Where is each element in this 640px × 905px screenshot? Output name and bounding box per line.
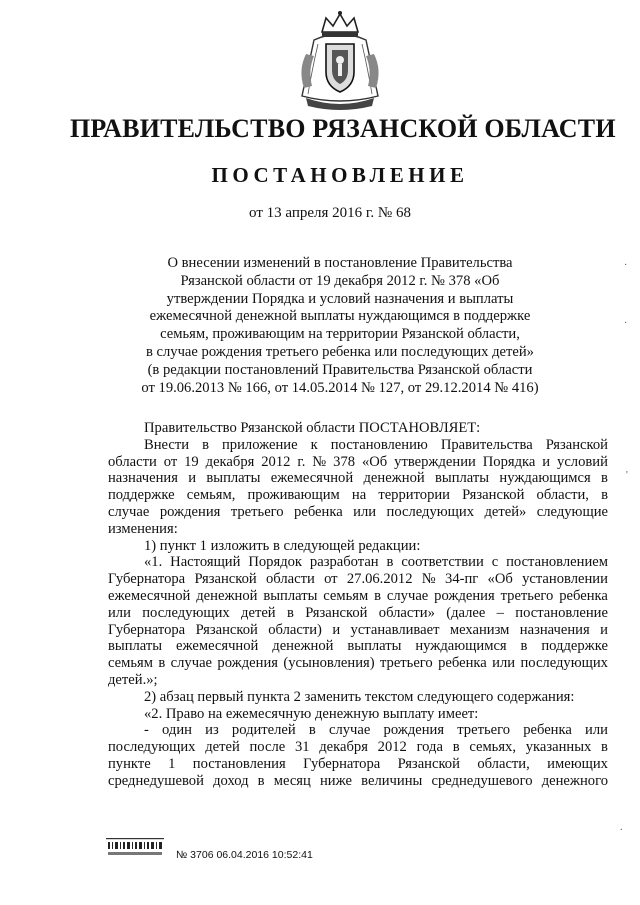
barcode-icon [106, 838, 164, 858]
body-line: Внести в приложение к постановлению Правительства Рязанской [144, 436, 608, 453]
subject-line: утверждении Порядка и условий назначения и выплаты [166, 290, 514, 307]
government-title: ПРАВИТЕЛЬСТВО РЯЗАНСКОЙ ОБЛАСТИ [70, 114, 616, 143]
coat-of-arms-icon [292, 10, 388, 114]
body-line: «2. Право на ежемесячную денежную выплату имеет: [144, 705, 479, 722]
subject-line: ежемесячной денежной выплаты нуждающимся в поддержке [149, 308, 531, 325]
subject-line: от 19.06.2013 № 166, от 14.05.2014 № 127, от 29.12.2014 № 416) [141, 379, 539, 396]
body-line: выплаты ежемесячной денежной выплаты нуждающимся в поддержке [108, 638, 608, 655]
body-line: семьям в случае рождения (усыновления) третьего ребенка или последующих [108, 655, 608, 672]
body-line: 1) пункт 1 изложить в следующей редакции: [144, 537, 421, 554]
body-line: ежемесячной денежной выплаты семьям в случае рождения третьего ребенка [108, 587, 608, 604]
decree-date-number: от 13 апреля 2016 г. № 68 [249, 205, 411, 221]
body-line: назначения и выплаты ежемесячной денежной выплаты нуждающимся в [108, 470, 608, 487]
subject-line: семьям, проживающим на территории Рязанской области, [160, 326, 520, 343]
body-line: - один из родителей в случае рождения третьего ребенка или [144, 722, 608, 739]
subject-line: (в редакции постановлений Правительства Рязанской области [147, 361, 533, 378]
subject-line: Рязанской области от 19 декабря 2012 г. № 378 «Об [180, 272, 500, 289]
document-page: ПРАВИТЕЛЬСТВО РЯЗАНСКОЙ ОБЛАСТИ ПОСТАНОВЛЕНИЕ от 13 апреля 2016 г. № 68 О внесении изменений в постановление Правительства Рязанской области от 19 декабря 2012 г. № 378 «Об утверждении Порядка и условий назначения и выплаты ежемесячной денежной выплаты нуждающимся в поддержке семьям, проживающим на территории Рязанской области, в случае рождения третьего ребенка или последующих детей» (в редакции постановлений Правительства Рязанской области от 19.06.2013 № 166, от 14.05.2014 № 127, от 29.12.2014 № 416) Правительство Рязанской области ПОСТАНОВЛЯЕТ: Внести в приложение к постановлению Правительства Рязанской области от 19 декабря 2012 г. № 378 «Об утверждении Порядка и условий назначения и выплаты ежемесячной денежной выплаты нуждающимся в поддержке семьям, проживающим на территории Рязанской области, в случае рождения третьего ребенка или последующих детей» следующие изменения: 1) пункт 1 изложить в следующей редакции: «1. Настоящий Порядок разработан в соответствии с постановлением Губернатора Рязанской области от 27.06.2012 № 34-пг «Об установлении ежемесячной денежной выплаты семьям в случае рождения третьего ребенка или последующих детей в Рязанской области» (далее – постановление Губернатора Рязанской области) и устанавливает механизм назначения и выплаты ежемесячной денежной выплаты нуждающимся в поддержке семьям в случае рождения (усыновления) третьего ребенка или последующих детей.»; 2) абзац первый пункта 2 заменить текстом следующего содержания: «2. Право на ежемесячную денежную выплату имеет: - один из родителей в случае рождения третьего ребенка или последующих детей после 31 декабря 2012 года в семьях, указанных в пункте 1 постановления Губернатора Рязанской области, имеющих среднедушевой доход в месяц ниже величины среднедушевого денежного № 3706 06.04.2016 10:52:41 · · ' . [0, 0, 640, 905]
body-line: последующих детей после 31 декабря 2012 года в семьях, указанных в [108, 739, 608, 756]
body-opening: Правительство Рязанской области ПОСТАНОВЛЯЕТ: [144, 420, 481, 436]
document-type-title: ПОСТАНОВЛЕНИЕ [211, 163, 469, 187]
body-line: 2) абзац первый пункта 2 заменить текстом следующего содержания: [144, 688, 575, 705]
body-line: изменения: [108, 520, 178, 537]
body-line: Губернатора Рязанской области от 27.06.2012 № 34-пг «Об установлении [108, 571, 608, 588]
subject-line: в случае рождения третьего ребенка или последующих детей» [146, 343, 534, 360]
body-line: среднедушевой доход в месяц ниже величины среднедушевого денежного [108, 772, 608, 789]
decree-body [108, 420, 608, 790]
subject-line: О внесении изменений в постановление Правительства [167, 255, 513, 271]
body-line: области от 19 декабря 2012 г. № 378 «Об утверждении Порядка и условий [108, 453, 608, 470]
body-line: пункте 1 постановления Губернатора Рязанской области, имеющих [108, 755, 608, 772]
registration-stamp: № 3706 06.04.2016 10:52:41 [176, 849, 313, 861]
body-line: Губернатора Рязанской области) и устанавливает механизм назначения и [108, 621, 608, 638]
body-line: случае рождения третьего ребенка или последующих детей» следующие [108, 503, 608, 520]
body-line: поддержке семьям, проживающим на территории Рязанской области, в [108, 487, 608, 504]
body-line: детей.»; [108, 671, 158, 688]
body-line: или последующих детей в Рязанской области» (далее – постановление [108, 604, 608, 621]
body-line: «1. Настоящий Порядок разработан в соответствии с постановлением [144, 554, 608, 571]
decree-subject [130, 255, 550, 397]
